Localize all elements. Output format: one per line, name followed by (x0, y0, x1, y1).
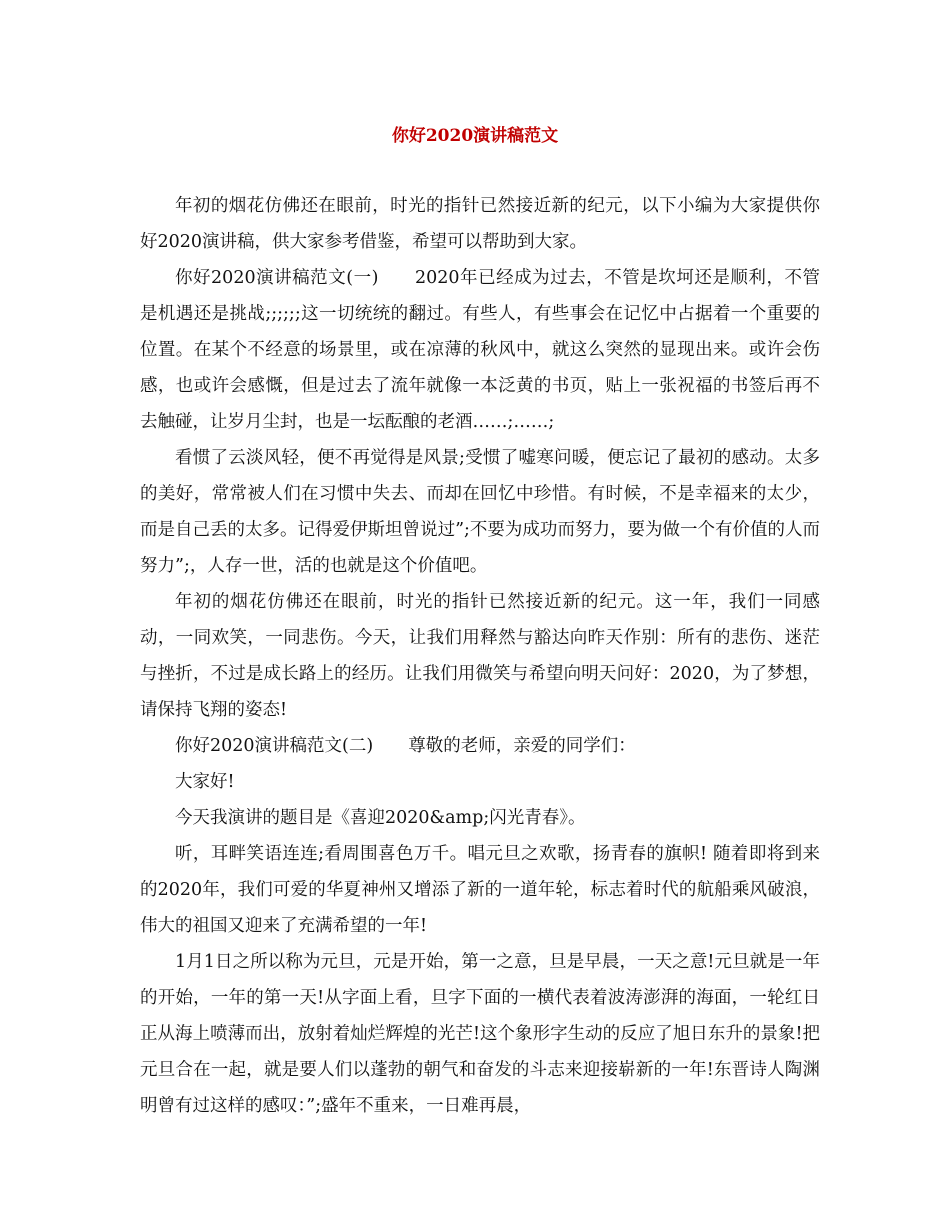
paragraph-2: 你好2020演讲稿范文(一) 2020年已经成为过去，不管是坎坷还是顺利，不管是机遇还是挑战;;;;;;这一切统统的翻过。有些人，有些事会在记忆中占据着一个重要的位置。在某个不经意的场景里，或在凉薄的秋风中，就这么突然的显现出来。或许会伤感，也或许会感慨，但是过去了流年就像一本泛黄的书页，贴上一张祝福的书签后再不去触碰，让岁月尘封，也是一坛酝酿的老酒……;……; (140, 268, 820, 432)
paragraph-4: 年初的烟花仿佛还在眼前，时光的指针已然接近新的纪元。这一年，我们一同感动，一同欢笑，一同悲伤。今天，让我们用释然与豁达向昨天作别：所有的悲伤、迷茫与挫折，不过是成长路上的经历。让我们用微笑与希望向明天问好：2020，为了梦想，请保持飞翔的姿态! (140, 592, 820, 720)
paragraph-3: 看惯了云淡风轻，便不再觉得是风景;受惯了嘘寒问暖，便忘记了最初的感动。太多的美好，常常被人们在习惯中失去、而却在回忆中珍惜。有时候，不是幸福来的太少，而是自己丢的太多。记得爱伊斯坦曾说过”;不要为成功而努力，要为做一个有价值的人而努力”;，人存一世，活的也就是这个价值吧。 (140, 448, 820, 576)
paragraph-7: 今天我演讲的题目是《喜迎2020&amp;闪光青春》。 (175, 808, 586, 828)
paragraph-5: 你好2020演讲稿范文(二) 尊敬的老师，亲爱的同学们： (175, 736, 636, 756)
paragraph-6: 大家好! (175, 772, 235, 792)
document-title: 你好2020演讲稿范文 (391, 126, 559, 146)
document-body (140, 188, 820, 1124)
paragraph-8: 听，耳畔笑语连连;看周围喜色万千。唱元旦之欢歌，扬青春的旗帜! 随着即将到来的2020年，我们可爱的华夏神州又增添了新的一道年轮，标志着时代的航船乘风破浪，伟大的祖国又迎来了充满希望的一年! (140, 844, 820, 936)
paragraph-9: 1月1日之所以称为元旦，元是开始，第一之意，旦是早晨，一天之意!元旦就是一年的开始，一年的第一天!从字面上看，旦字下面的一横代表着波涛澎湃的海面，一轮红日正从海上喷薄而出，放射着灿烂辉煌的光芒!这个象形字生动的反应了旭日东升的景象!把元旦合在一起，就是要人们以蓬勃的朝气和奋发的斗志来迎接崭新的一年!东晋诗人陶渊明曾有过这样的感叹：”;盛年不重来，一日难再晨， (140, 952, 820, 1116)
paragraph-1: 年初的烟花仿佛还在眼前，时光的指针已然接近新的纪元，以下小编为大家提供你好2020演讲稿，供大家参考借鉴，希望可以帮助到大家。 (140, 196, 820, 252)
